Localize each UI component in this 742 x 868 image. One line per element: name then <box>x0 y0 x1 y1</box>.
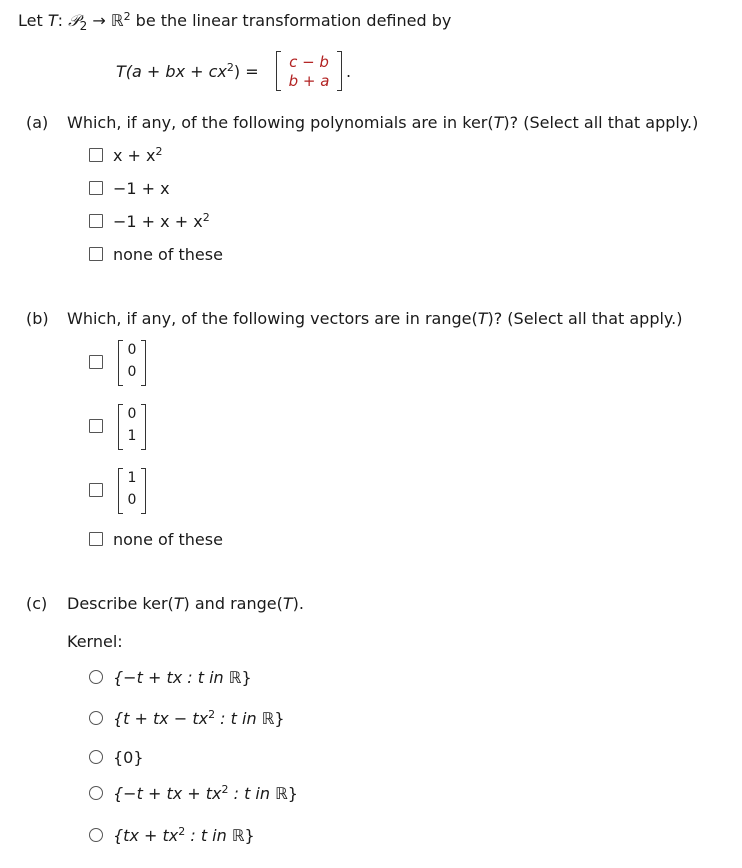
definition-open: (a + bx + cx <box>125 62 227 81</box>
part-a-question-pre: Which, if any, of the following polynomials are in ker( <box>67 113 494 132</box>
part-b-checkbox-3[interactable] <box>89 483 103 497</box>
part-b-checkbox-2[interactable] <box>89 419 103 433</box>
intro-P: 𝒫 <box>68 11 80 30</box>
definition-matrix <box>276 51 342 91</box>
part-c-question <box>67 594 304 613</box>
part-b-checkbox-4[interactable] <box>89 532 103 546</box>
definition-sup: 2 <box>226 61 234 74</box>
kernel-option-4-mid: : t in <box>228 784 276 803</box>
part-c-question-mid: ) and range( <box>183 594 283 613</box>
kernel-option-5-mid: : t in <box>185 826 232 845</box>
kernel-option-1-R: ℝ <box>228 668 242 687</box>
kernel-option-5-pre: {tx + tx <box>113 826 179 845</box>
part-a-checkbox-4[interactable] <box>89 247 103 261</box>
part-a-checkbox-2[interactable] <box>89 181 103 195</box>
kernel-option-1-pre: {−t + tx : t in <box>113 668 229 687</box>
part-a-question-T: T <box>493 113 504 132</box>
definition-T: T <box>116 62 126 81</box>
part-a-option-1 <box>113 146 163 165</box>
part-b-question-post: )? (Select all that apply.) <box>487 309 683 328</box>
kernel-option-1-post: } <box>241 668 252 687</box>
part-a-option-2: −1 + x <box>113 179 170 198</box>
part-c-question-T2: T <box>282 594 293 613</box>
kernel-option-3: {0} <box>113 748 144 767</box>
kernel-option-4-sup: 2 <box>221 783 229 796</box>
part-c-label: (c) <box>26 594 48 613</box>
kernel-option-5-sup: 2 <box>178 825 186 838</box>
part-a-option-1-sup: 2 <box>155 145 163 158</box>
part-a-option-3 <box>113 212 210 231</box>
definition-lhs <box>116 62 259 81</box>
kernel-option-5 <box>113 826 255 845</box>
part-a-label: (a) <box>26 113 49 132</box>
intro-P-sub: 2 <box>79 19 88 33</box>
kernel-radio-1[interactable] <box>89 670 103 684</box>
definition-close: ) = <box>233 62 259 81</box>
kernel-option-4-post: } <box>287 784 298 803</box>
vector-0-1-top: 0 <box>127 406 137 422</box>
definition-period: . <box>346 62 352 81</box>
part-b-none: none of these <box>113 530 223 549</box>
part-c-question-post: ). <box>292 594 304 613</box>
vector-0-1-bottom: 1 <box>127 428 137 444</box>
kernel-option-4-R: ℝ <box>275 784 288 803</box>
intro-T: T <box>47 11 58 30</box>
kernel-option-5-R: ℝ <box>231 826 245 845</box>
part-a-option-3-text: −1 + x + x <box>113 212 203 231</box>
kernel-option-2-R: ℝ <box>261 709 275 728</box>
kernel-option-2-mid: : t in <box>215 709 262 728</box>
kernel-option-2-pre: {t + tx − tx <box>113 709 209 728</box>
kernel-option-2-post: } <box>274 709 285 728</box>
kernel-radio-3[interactable] <box>89 750 103 764</box>
kernel-radio-4[interactable] <box>89 786 103 800</box>
intro-suffix: be the linear transformation defined by <box>135 11 452 30</box>
part-a-question-post: )? (Select all that apply.) <box>503 113 699 132</box>
intro-prefix: Let <box>18 11 48 30</box>
kernel-radio-2[interactable] <box>89 711 103 725</box>
vector-0-0 <box>118 340 146 386</box>
kernel-option-2 <box>113 709 285 728</box>
intro-arrow: → <box>92 11 106 30</box>
vector-1-0 <box>118 468 146 514</box>
part-a-option-3-sup: 2 <box>202 211 210 224</box>
part-c-question-pre: Describe ker( <box>67 594 174 613</box>
part-b-label: (b) <box>26 309 49 328</box>
part-b-question <box>67 309 682 328</box>
part-a-option-1-text: x + x <box>113 146 156 165</box>
vector-0-0-top: 0 <box>127 342 137 358</box>
matrix-top: c − b <box>289 53 329 71</box>
part-a-checkbox-3[interactable] <box>89 214 103 228</box>
kernel-option-5-post: } <box>244 826 255 845</box>
kernel-option-4-pre: {−t + tx + tx <box>113 784 222 803</box>
kernel-option-2-sup: 2 <box>208 708 216 721</box>
intro-line <box>18 11 451 31</box>
part-a-question <box>67 113 698 132</box>
kernel-option-1 <box>113 668 252 687</box>
vector-1-0-top: 1 <box>127 470 137 486</box>
part-a-checkbox-1[interactable] <box>89 148 103 162</box>
part-a-option-4: none of these <box>113 245 223 264</box>
intro-colon: : <box>57 11 64 30</box>
kernel-label: Kernel: <box>67 632 123 651</box>
part-b-question-T: T <box>477 309 488 328</box>
vector-0-0-bottom: 0 <box>127 364 137 380</box>
vector-1-0-bottom: 0 <box>127 492 137 508</box>
kernel-radio-5[interactable] <box>89 828 103 842</box>
kernel-option-4 <box>113 784 298 803</box>
intro-R: ℝ <box>110 11 124 30</box>
matrix-bottom: b + a <box>288 72 330 90</box>
part-b-question-pre: Which, if any, of the following vectors are in range( <box>67 309 478 328</box>
intro-R-sup: 2 <box>123 10 131 23</box>
vector-0-1 <box>118 404 146 450</box>
part-b-checkbox-1[interactable] <box>89 355 103 369</box>
part-c-question-T: T <box>173 594 184 613</box>
